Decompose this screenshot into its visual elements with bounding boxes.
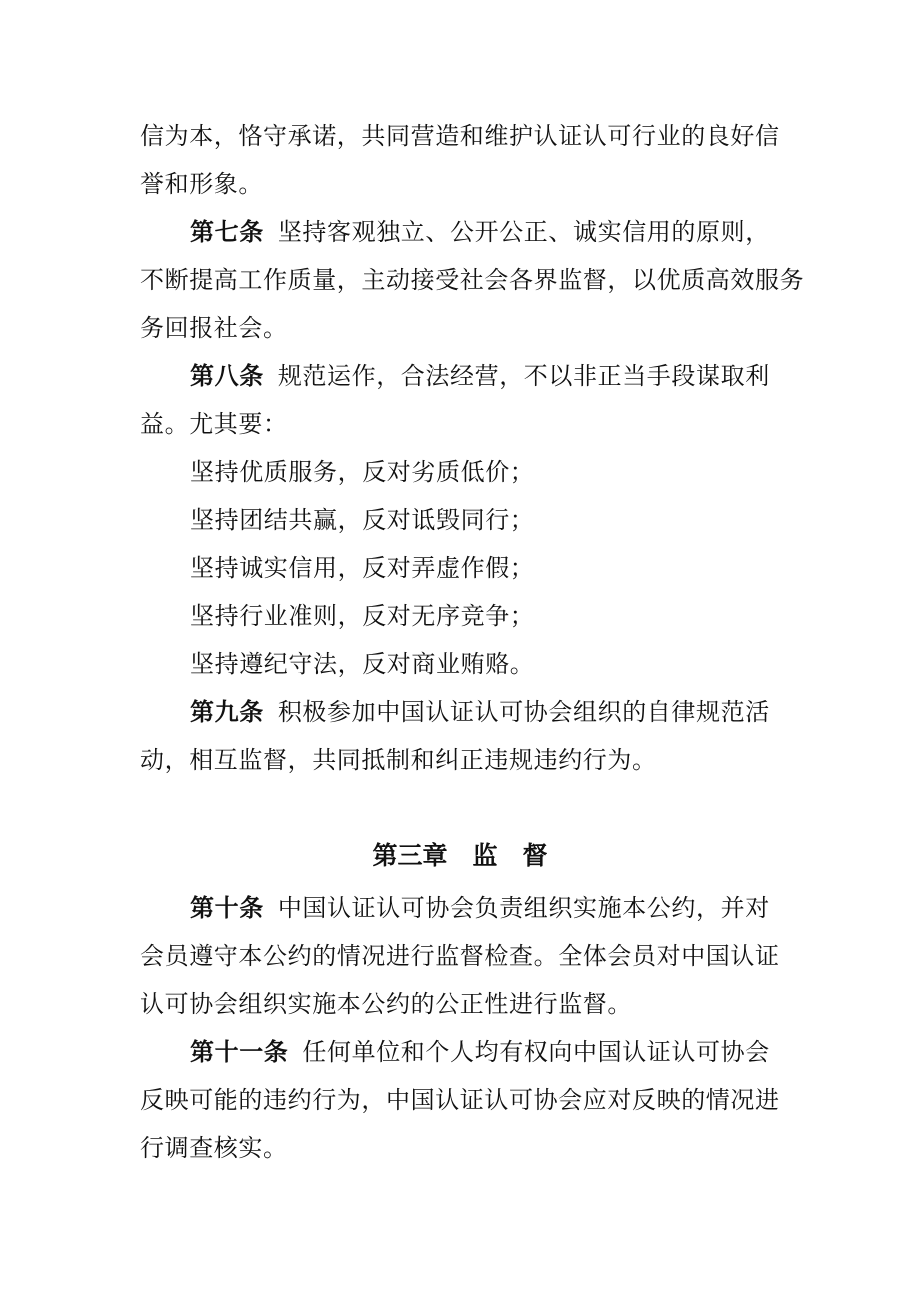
list-item: 坚持诚实信用，反对弄虚作假；: [190, 554, 535, 582]
article-9: [140, 688, 780, 784]
paragraph-line: 动，相互监督，共同抵制和纠正违规违约行为。: [140, 746, 657, 774]
article-first-line: [140, 1028, 780, 1076]
paragraph-line: 誉和形象。: [140, 170, 263, 198]
article-heading: 第九条: [190, 698, 264, 726]
article-text: 坚持客观独立、公开公正、诚实信用的原则，: [277, 218, 770, 246]
article-heading: 第十条: [190, 894, 264, 922]
article-first-line: [140, 352, 780, 400]
paragraph-line: 信为本，恪守承诺，共同营造和维护认证认可行业的良好信: [140, 122, 780, 150]
list-item: 坚持优质服务，反对劣质低价；: [190, 458, 535, 486]
article-text: 规范运作，合法经营，不以非正当手段谋取利: [277, 362, 770, 390]
article-first-line: [140, 688, 780, 736]
paragraph-line: 会员遵守本公约的情况进行监督检查。全体会员对中国认证: [140, 942, 780, 970]
article-heading: 第十一条: [190, 1038, 289, 1066]
article-7: [140, 208, 805, 352]
list-item: 坚持遵纪守法，反对商业贿赂。: [190, 650, 535, 678]
article-text: 积极参加中国认证认可协会组织的自律规范活: [277, 698, 770, 726]
article-heading: 第七条: [190, 218, 264, 246]
article-8: [140, 352, 780, 688]
continued-paragraph: [140, 112, 780, 208]
chapter-title: 第三章 监 督: [372, 841, 548, 870]
list-item: 坚持团结共赢，反对诋毁同行；: [190, 506, 535, 534]
article-10: [140, 884, 780, 1028]
paragraph-line: 益。尤其要：: [140, 410, 288, 438]
paragraph-line: 务回报社会。: [140, 314, 288, 342]
paragraph-line: 行调查核实。: [140, 1134, 288, 1162]
paragraph-line: 反映可能的违约行为，中国认证认可协会应对反映的情况进: [140, 1086, 780, 1114]
list-item: 坚持行业准则，反对无序竞争；: [190, 602, 535, 630]
article-11: [140, 1028, 780, 1172]
article-first-line: [140, 208, 780, 256]
article-heading: 第八条: [190, 362, 264, 390]
article-text: 中国认证认可协会负责组织实施本公约，并对: [277, 894, 770, 922]
paragraph-line: 认可协会组织实施本公约的公正性进行监督。: [140, 990, 632, 1018]
paragraph-line: 不断提高工作质量，主动接受社会各界监督，以优质高效服务: [140, 266, 805, 294]
article-first-line: [140, 884, 780, 932]
article-text: 任何单位和个人均有权向中国认证认可协会: [302, 1038, 770, 1066]
